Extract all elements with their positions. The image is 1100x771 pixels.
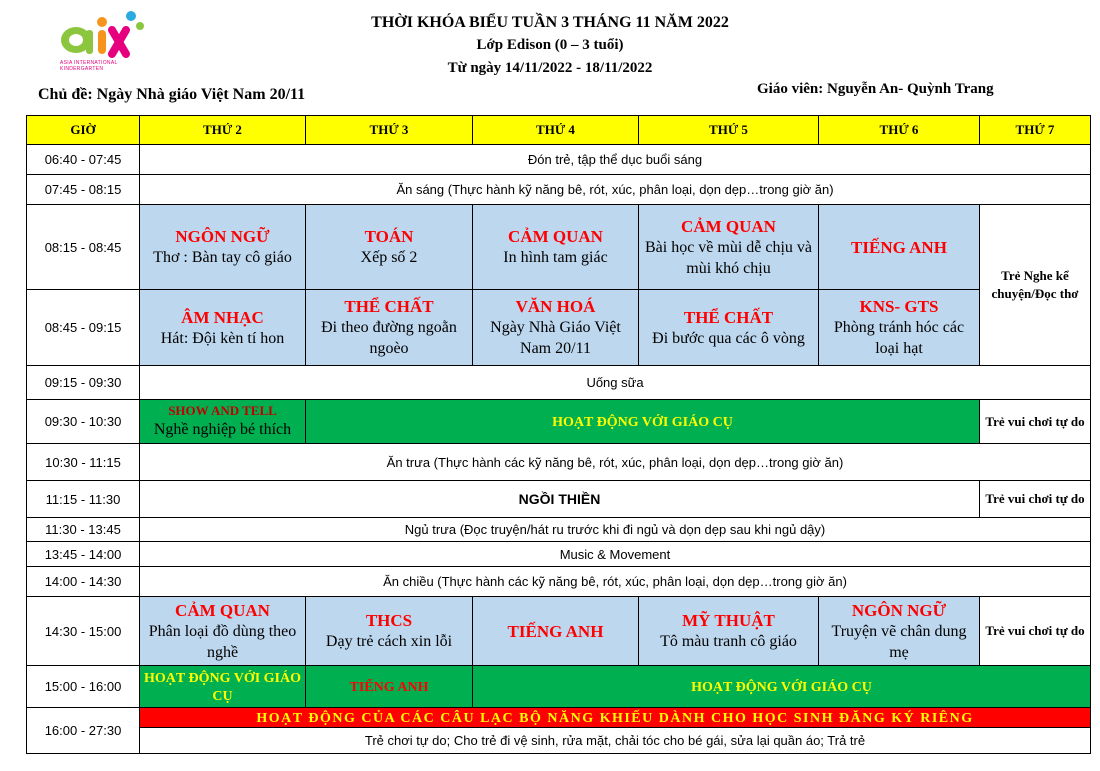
table-row (27, 728, 1091, 754)
activity-cell: Uống sữa (140, 366, 1091, 400)
club-bar (140, 708, 1091, 728)
class-line: Lớp Edison (0 – 3 tuổi) (476, 37, 624, 53)
time-cell: 11:15 - 11:30 (27, 481, 140, 518)
col-header-mon: THỨ 2 (140, 116, 306, 145)
activity-cell (306, 666, 473, 708)
time-cell: 06:40 - 07:45 (27, 145, 140, 175)
col-header-fri: THỨ 6 (819, 116, 980, 145)
lesson-subject: TIẾNG ANH (507, 621, 604, 641)
lesson-cell (306, 597, 473, 666)
lesson-cell (473, 205, 639, 290)
lesson-desc: Đi bước qua các ô vòng (652, 329, 805, 347)
topic-label: Chủ đề: Ngày Nhà giáo Việt Nam 20/11 (38, 86, 306, 103)
date-range: Từ ngày 14/11/2022 - 18/11/2022 (447, 60, 653, 76)
table-row (27, 444, 1091, 481)
lesson-desc: Truyện vẽ chân dung mẹ (831, 622, 967, 661)
table-row (27, 597, 1091, 666)
lesson-desc: Nghề nghiệp bé thích (153, 421, 292, 438)
table-row (27, 708, 1091, 728)
time-cell: 09:15 - 09:30 (27, 366, 140, 400)
lesson-subject: NGÔN NGỮ (175, 227, 270, 246)
time-cell: 14:30 - 15:00 (27, 597, 140, 666)
activity-cell: Ngủ trưa (Đọc truyện/hát ru trước khi đi ngủ và dọn dẹp sau khi ngủ dậy) (140, 518, 1091, 542)
lesson-subject: THỂ CHẤT (683, 307, 774, 327)
lesson-subject: NGÔN NGỮ (851, 600, 947, 620)
page-title: THỜI KHÓA BIỂU TUẦN 3 THÁNG 11 NĂM 2022 (371, 14, 729, 31)
table-row (27, 145, 1091, 175)
lesson-cell (306, 290, 473, 366)
lesson-subject: THCS (365, 611, 413, 630)
table-row (27, 205, 1091, 290)
col-header-time: GIỜ (27, 116, 140, 145)
activity-cell (473, 666, 1091, 708)
activity-cell: Đón trẻ, tập thể dục buổi sáng (140, 145, 1091, 175)
time-cell: 11:30 - 13:45 (27, 518, 140, 542)
col-header-tue: THỨ 3 (306, 116, 473, 145)
saturday-cell: Trẻ vui chơi tự do (980, 597, 1091, 666)
time-cell: 08:45 - 09:15 (27, 290, 140, 366)
lesson-subject: SHOW AND TELL (168, 403, 277, 418)
col-header-wed: THỨ 4 (473, 116, 639, 145)
club-bar-label: HOẠT ĐỘNG CỦA CÁC CÂU LẠC BỘ NĂNG KHIẾU DÀNH CHO HỌC SINH ĐĂNG KÝ RIÊNG (256, 710, 974, 726)
lesson-desc: Đi theo đường ngoằn ngoèo (321, 319, 457, 357)
time-cell: 07:45 - 08:15 (27, 175, 140, 205)
time-cell: 10:30 - 11:15 (27, 444, 140, 481)
activity-cell: Ăn chiều (Thực hành các kỹ năng bê, rót, xúc, phân loại, dọn dẹp…trong giờ ăn) (140, 567, 1091, 597)
table-row (27, 290, 1091, 366)
activity-cell: Ăn sáng (Thực hành kỹ năng bê, rót, xúc, phân loại, dọn dẹp…trong giờ ăn) (140, 175, 1091, 205)
lesson-subject: CẢM QUAN (175, 600, 270, 620)
lesson-cell (819, 597, 980, 666)
col-header-thu: THỨ 5 (639, 116, 819, 145)
lesson-cell (473, 597, 639, 666)
lesson-desc: Ngày Nhà Giáo Việt Nam 20/11 (490, 319, 621, 357)
lesson-cell (819, 290, 980, 366)
activity-label: HOẠT ĐỘNG VỚI GIÁO CỤ (143, 670, 301, 704)
saturday-cell: Trẻ vui chơi tự do (980, 481, 1091, 518)
header-row (27, 116, 1091, 145)
lesson-cell (306, 205, 473, 290)
table-row (27, 567, 1091, 597)
lesson-subject: ÂM NHẠC (181, 307, 264, 327)
saturday-cell: Trẻ Nghe kể chuyện/Đọc thơ (980, 205, 1091, 366)
show-and-tell-cell (140, 400, 306, 444)
lesson-subject: CẢM QUAN (508, 227, 603, 246)
lesson-desc: Phân loại đồ dùng theo nghề (148, 622, 297, 661)
logo-tagline: ASIA INTERNATIONAL KINDERGARTEN (60, 60, 118, 72)
activity-label: HOẠT ĐỘNG VỚI GIÁO CỤ (552, 414, 733, 430)
lesson-cell (639, 205, 819, 290)
time-cell: 16:00 - 27:30 (27, 708, 140, 754)
lesson-subject: TIẾNG ANH (851, 237, 947, 257)
lesson-desc: Dạy trẻ cách xin lỗi (325, 633, 453, 650)
table-row (27, 175, 1091, 205)
table-row (27, 666, 1091, 708)
lesson-subject: MỸ THUẬT (682, 611, 775, 630)
lesson-cell (140, 290, 306, 366)
lesson-subject: THỂ CHẤT (344, 297, 434, 316)
lesson-desc: Xếp số 2 (360, 249, 418, 266)
lesson-subject: TOÁN (364, 227, 414, 246)
timetable (26, 115, 1091, 754)
lesson-desc: Thơ : Bàn tay cô giáo (153, 249, 292, 266)
time-cell: 15:00 - 16:00 (27, 666, 140, 708)
lesson-cell (639, 290, 819, 366)
activity-cell: Music & Movement (140, 542, 1091, 567)
lesson-desc: Tô màu tranh cô giáo (660, 633, 797, 650)
lesson-subject: VĂN HOÁ (515, 297, 596, 316)
table-row (27, 518, 1091, 542)
lesson-desc: Hát: Đội kèn tí hon (160, 329, 285, 347)
lesson-subject: CẢM QUAN (681, 216, 776, 236)
activity-cell (306, 400, 980, 444)
table-row (27, 366, 1091, 400)
lesson-subject: KNS- GTS (859, 297, 939, 316)
table-row (27, 542, 1091, 567)
lesson-cell (140, 597, 306, 666)
teacher-label: Giáo viên: Nguyễn An- Quỳnh Trang (757, 81, 994, 97)
lesson-cell (639, 597, 819, 666)
activity-cell: Ăn trưa (Thực hành các kỹ năng bê, rót, xúc, phân loại, dọn dẹp…trong giờ ăn) (140, 444, 1091, 481)
col-header-sat: THỨ 7 (980, 116, 1091, 145)
lesson-cell (819, 205, 980, 290)
lesson-desc: In hình tam giác (503, 249, 608, 266)
time-cell: 13:45 - 14:00 (27, 542, 140, 567)
lesson-desc: Phòng tránh hóc các loại hạt (833, 319, 965, 357)
table-row (27, 481, 1091, 518)
saturday-cell: Trẻ vui chơi tự do (980, 400, 1091, 444)
activity-cell: Trẻ chơi tự do; Cho trẻ đi vệ sinh, rửa mặt, chải tóc cho bé gái, sửa lại quần áo; Trả trẻ (140, 728, 1091, 754)
lesson-cell (140, 205, 306, 290)
lesson-desc: Bài học về mùi dễ chịu và mùi khó chịu (644, 238, 813, 277)
lesson-cell (473, 290, 639, 366)
activity-cell: NGỒI THIỀN (140, 481, 980, 518)
time-cell: 09:30 - 10:30 (27, 400, 140, 444)
time-cell: 08:15 - 08:45 (27, 205, 140, 290)
time-cell: 14:00 - 14:30 (27, 567, 140, 597)
activity-cell (140, 666, 306, 708)
activity-label: HOẠT ĐỘNG VỚI GIÁO CỤ (691, 679, 872, 695)
table-row (27, 400, 1091, 444)
activity-label: TIẾNG ANH (349, 679, 429, 695)
